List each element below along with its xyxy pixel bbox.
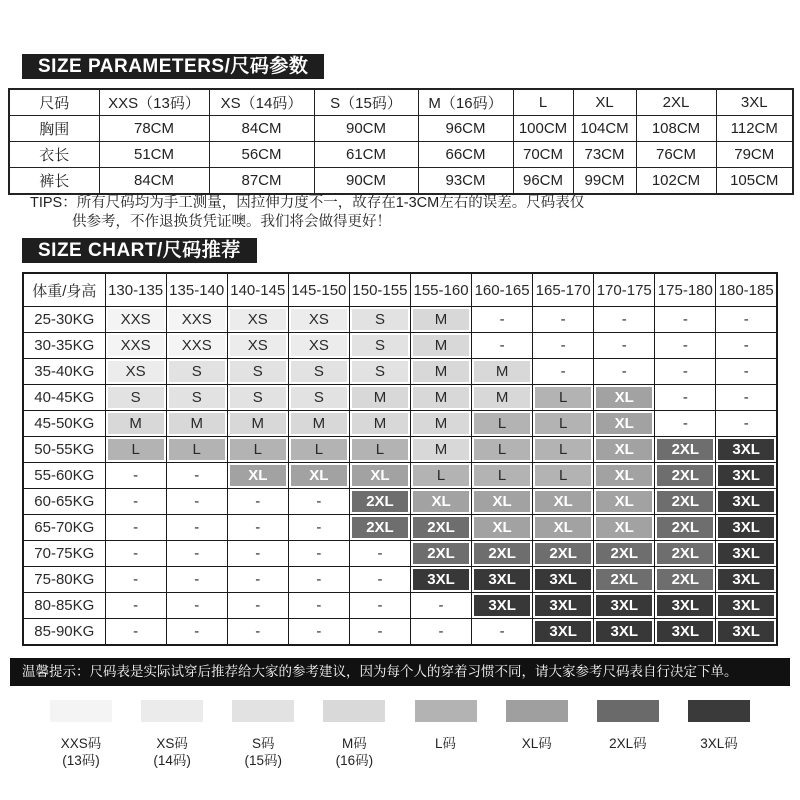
param-column-header: S（15码） — [314, 89, 418, 116]
param-value-cell: 102CM — [636, 168, 716, 195]
size-cell: - — [655, 307, 716, 333]
legend — [40, 700, 760, 769]
warm-notice-text: 温馨提示：尺码表是实际试穿后推荐给大家的参考建议，因为每个人的穿着习惯不同，请大家参考尺码表自行决定下单。 — [22, 664, 738, 679]
size-cell: - — [349, 567, 410, 593]
size-cell: 3XL — [594, 593, 655, 619]
legend-item — [587, 700, 669, 769]
size-cell: XL — [594, 463, 655, 489]
param-row — [9, 116, 793, 142]
size-cell: 2XL — [655, 463, 716, 489]
size-cell: XS — [288, 307, 349, 333]
param-row — [9, 168, 793, 195]
size-cell: M — [410, 411, 471, 437]
legend-sublabel-text: (16码) — [335, 753, 374, 768]
legend-swatch — [506, 700, 568, 722]
size-cell: M — [349, 411, 410, 437]
legend-item — [131, 700, 213, 769]
size-cell: M — [105, 411, 166, 437]
param-value-cell: 93CM — [418, 168, 513, 195]
legend-swatch — [323, 700, 385, 722]
size-cell: 3XL — [655, 593, 716, 619]
weight-row-label: 35-40KG — [23, 359, 105, 385]
size-cell: L — [349, 437, 410, 463]
legend-item — [313, 700, 395, 769]
size-cell: M — [472, 359, 533, 385]
size-cell: - — [288, 515, 349, 541]
legend-label — [587, 735, 669, 752]
legend-label — [313, 735, 395, 769]
weight-row-label: 40-45KG — [23, 385, 105, 411]
size-cell: - — [105, 541, 166, 567]
size-cell: XL — [533, 515, 594, 541]
param-value-cell: 84CM — [99, 168, 209, 195]
size-chart-row — [23, 359, 777, 385]
legend-label-text: XS码 — [156, 736, 188, 751]
size-cell: M — [410, 307, 471, 333]
size-cell: M — [410, 437, 471, 463]
size-cell: 2XL — [655, 541, 716, 567]
size-chart-row — [23, 307, 777, 333]
size-cell: - — [716, 307, 777, 333]
weight-row-label: 30-35KG — [23, 333, 105, 359]
size-cell: XXS — [166, 307, 227, 333]
legend-swatch — [597, 700, 659, 722]
size-cell: 2XL — [349, 515, 410, 541]
size-cell: - — [227, 541, 288, 567]
size-cell: XL — [594, 437, 655, 463]
size-cell: S — [166, 359, 227, 385]
size-chart-body — [23, 307, 777, 646]
param-value-cell: 84CM — [209, 116, 314, 142]
param-row-label: 衣长 — [9, 142, 99, 168]
param-value-cell: 66CM — [418, 142, 513, 168]
size-cell: M — [410, 333, 471, 359]
size-cell: - — [288, 593, 349, 619]
size-cell: - — [472, 307, 533, 333]
size-chart-row — [23, 385, 777, 411]
size-cell: 2XL — [410, 541, 471, 567]
param-column-header: XS（14码） — [209, 89, 314, 116]
legend-swatch — [688, 700, 750, 722]
param-value-cell: 104CM — [573, 116, 636, 142]
size-cell: - — [105, 489, 166, 515]
size-cell: M — [349, 385, 410, 411]
size-chart-row — [23, 463, 777, 489]
param-column-header: 3XL — [716, 89, 793, 116]
size-chart-row — [23, 333, 777, 359]
size-cell: XS — [288, 333, 349, 359]
size-cell: - — [349, 593, 410, 619]
size-cell: 3XL — [716, 567, 777, 593]
size-cell: S — [105, 385, 166, 411]
size-cell: - — [655, 411, 716, 437]
legend-label-text: 3XL码 — [700, 736, 738, 751]
size-cell: 3XL — [716, 515, 777, 541]
size-cell: - — [410, 593, 471, 619]
size-cell: - — [227, 619, 288, 646]
param-table-header — [9, 89, 793, 116]
size-cell: - — [166, 463, 227, 489]
size-cell: - — [533, 359, 594, 385]
size-cell: M — [472, 385, 533, 411]
legend-label — [40, 735, 122, 769]
size-cell: - — [716, 359, 777, 385]
size-cell: - — [288, 619, 349, 646]
weight-row-label: 55-60KG — [23, 463, 105, 489]
size-cell: 3XL — [533, 567, 594, 593]
legend-item — [496, 700, 578, 769]
size-chart-column-header: 135-140 — [166, 273, 227, 307]
size-cell: - — [349, 619, 410, 646]
legend-item — [222, 700, 304, 769]
size-chart-row — [23, 593, 777, 619]
size-cell: - — [716, 333, 777, 359]
size-cell: - — [716, 385, 777, 411]
size-cell: - — [105, 515, 166, 541]
size-chart-row — [23, 437, 777, 463]
size-cell: 3XL — [533, 593, 594, 619]
param-value-cell: 96CM — [418, 116, 513, 142]
size-cell: M — [410, 385, 471, 411]
legend-label — [131, 735, 213, 769]
legend-label-text: 2XL码 — [609, 736, 647, 751]
param-column-header: 尺码 — [9, 89, 99, 116]
legend-item — [678, 700, 760, 769]
size-chart-column-header: 175-180 — [655, 273, 716, 307]
weight-row-label: 75-80KG — [23, 567, 105, 593]
size-cell: - — [105, 593, 166, 619]
legend-label — [222, 735, 304, 769]
size-chart-column-header: 150-155 — [349, 273, 410, 307]
size-chart-column-header: 160-165 — [472, 273, 533, 307]
legend-sublabel-text: (14码) — [153, 753, 191, 768]
size-cell: - — [227, 515, 288, 541]
param-value-cell: 79CM — [716, 142, 793, 168]
weight-row-label: 65-70KG — [23, 515, 105, 541]
size-chart-row — [23, 515, 777, 541]
size-chart-title: SIZE CHART/尺码推荐 — [22, 238, 257, 263]
size-cell: - — [166, 567, 227, 593]
param-table-body — [9, 116, 793, 195]
size-cell: 3XL — [472, 567, 533, 593]
tips-line-2: 供参考，不作退换货凭证噢。我们将会做得更好！ — [72, 214, 391, 230]
weight-row-label: 45-50KG — [23, 411, 105, 437]
size-cell: 3XL — [533, 619, 594, 646]
size-cell: S — [227, 385, 288, 411]
size-cell: XL — [594, 385, 655, 411]
size-cell: S — [288, 359, 349, 385]
param-value-cell: 90CM — [314, 168, 418, 195]
size-cell: 2XL — [655, 567, 716, 593]
size-cell: XXS — [105, 307, 166, 333]
size-cell: 2XL — [594, 541, 655, 567]
size-cell: XL — [288, 463, 349, 489]
param-column-header: 2XL — [636, 89, 716, 116]
size-cell: - — [288, 541, 349, 567]
legend-label-text: M码 — [342, 736, 367, 751]
weight-row-label: 80-85KG — [23, 593, 105, 619]
legend-label-text: XL码 — [521, 736, 552, 751]
size-cell: - — [533, 307, 594, 333]
size-cell: - — [227, 593, 288, 619]
size-cell: M — [227, 411, 288, 437]
size-cell: XXS — [166, 333, 227, 359]
size-cell: - — [166, 489, 227, 515]
size-cell: - — [472, 619, 533, 646]
param-column-header: M（16码） — [418, 89, 513, 116]
size-cell: L — [105, 437, 166, 463]
param-value-cell: 73CM — [573, 142, 636, 168]
legend-swatch — [50, 700, 112, 722]
size-chart-column-header: 140-145 — [227, 273, 288, 307]
size-cell: XS — [227, 307, 288, 333]
size-cell: XXS — [105, 333, 166, 359]
size-parameters-table — [8, 88, 794, 195]
size-cell: - — [105, 463, 166, 489]
size-cell: 2XL — [533, 541, 594, 567]
size-cell: XS — [105, 359, 166, 385]
size-cell: XL — [472, 489, 533, 515]
size-cell: - — [410, 619, 471, 646]
size-cell: L — [533, 385, 594, 411]
param-value-cell: 105CM — [716, 168, 793, 195]
legend-swatch — [141, 700, 203, 722]
param-value-cell: 108CM — [636, 116, 716, 142]
size-cell: L — [533, 411, 594, 437]
size-parameters-title: SIZE PARAMETERS/尺码参数 — [22, 54, 324, 79]
size-cell: XL — [227, 463, 288, 489]
size-cell: - — [655, 333, 716, 359]
size-chart-row — [23, 411, 777, 437]
size-cell: XL — [594, 515, 655, 541]
size-chart-column-header: 155-160 — [410, 273, 471, 307]
size-cell: M — [410, 359, 471, 385]
size-cell: - — [227, 567, 288, 593]
param-row-label: 裤长 — [9, 168, 99, 195]
size-cell: 2XL — [655, 437, 716, 463]
size-cell: 3XL — [716, 593, 777, 619]
size-cell: 3XL — [716, 437, 777, 463]
size-cell: 3XL — [410, 567, 471, 593]
weight-row-label: 85-90KG — [23, 619, 105, 646]
warm-notice-bar — [10, 658, 790, 686]
size-cell: L — [472, 463, 533, 489]
tips-line-1: TIPS：所有尺码均为手工测量，因拉伸力度不一，故存在1-3CM左右的误差。尺码表仅 — [30, 195, 585, 211]
size-cell: L — [472, 411, 533, 437]
param-value-cell: 78CM — [99, 116, 209, 142]
size-cell: - — [594, 333, 655, 359]
size-chart-column-header: 130-135 — [105, 273, 166, 307]
tips-text — [30, 194, 770, 232]
size-cell: L — [533, 463, 594, 489]
legend-sublabel-text: (13码) — [62, 753, 100, 768]
size-cell: 3XL — [716, 489, 777, 515]
legend-label-text: L码 — [435, 736, 457, 751]
size-cell: S — [166, 385, 227, 411]
size-cell: - — [655, 359, 716, 385]
size-chart-column-header: 180-185 — [716, 273, 777, 307]
size-cell: M — [288, 411, 349, 437]
size-cell: - — [227, 489, 288, 515]
param-value-cell: 100CM — [513, 116, 573, 142]
param-value-cell: 70CM — [513, 142, 573, 168]
size-cell: 2XL — [472, 541, 533, 567]
param-value-cell: 87CM — [209, 168, 314, 195]
size-cell: 3XL — [716, 541, 777, 567]
size-chart-header-row — [23, 273, 777, 307]
size-recommendation-table — [22, 272, 778, 646]
size-chart-column-header: 145-150 — [288, 273, 349, 307]
size-cell: - — [288, 567, 349, 593]
size-cell: M — [166, 411, 227, 437]
size-cell: - — [288, 489, 349, 515]
legend-label — [405, 735, 487, 752]
size-cell: XL — [410, 489, 471, 515]
size-chart-header — [23, 273, 777, 307]
param-value-cell: 61CM — [314, 142, 418, 168]
legend-label — [678, 735, 760, 752]
size-cell: S — [349, 359, 410, 385]
param-value-cell: 56CM — [209, 142, 314, 168]
weight-row-label: 25-30KG — [23, 307, 105, 333]
param-value-cell: 51CM — [99, 142, 209, 168]
param-column-header: XL — [573, 89, 636, 116]
size-cell: - — [594, 359, 655, 385]
legend-label-text: S码 — [252, 736, 275, 751]
legend-label-text: XXS码 — [60, 736, 102, 751]
legend-sublabel-text: (15码) — [244, 753, 283, 768]
size-cell: 2XL — [410, 515, 471, 541]
param-row — [9, 142, 793, 168]
size-cell: XS — [227, 333, 288, 359]
legend-item — [40, 700, 122, 769]
legend-swatch — [415, 700, 477, 722]
size-cell: S — [349, 333, 410, 359]
size-cell: - — [349, 541, 410, 567]
weight-row-label: 50-55KG — [23, 437, 105, 463]
size-cell: XL — [594, 489, 655, 515]
size-cell: - — [533, 333, 594, 359]
size-cell: S — [227, 359, 288, 385]
size-cell: - — [105, 619, 166, 646]
size-cell: - — [655, 385, 716, 411]
size-cell: - — [716, 411, 777, 437]
size-chart-row — [23, 489, 777, 515]
size-cell: - — [594, 307, 655, 333]
legend-swatch — [232, 700, 294, 722]
size-cell: S — [288, 385, 349, 411]
param-column-header: XXS（13码） — [99, 89, 209, 116]
param-value-cell: 96CM — [513, 168, 573, 195]
legend-label — [496, 735, 578, 752]
size-cell: 2XL — [594, 567, 655, 593]
param-value-cell: 99CM — [573, 168, 636, 195]
size-cell: - — [105, 567, 166, 593]
size-cell: 2XL — [349, 489, 410, 515]
param-value-cell: 76CM — [636, 142, 716, 168]
size-cell: L — [166, 437, 227, 463]
size-chart-row — [23, 541, 777, 567]
param-column-header: L — [513, 89, 573, 116]
size-cell: L — [227, 437, 288, 463]
size-cell: XL — [594, 411, 655, 437]
size-cell: 3XL — [716, 463, 777, 489]
size-cell: 3XL — [716, 619, 777, 646]
size-cell: 2XL — [655, 489, 716, 515]
size-cell: - — [166, 593, 227, 619]
size-cell: L — [288, 437, 349, 463]
size-cell: XL — [472, 515, 533, 541]
size-chart-column-header: 165-170 — [533, 273, 594, 307]
size-cell: 3XL — [655, 619, 716, 646]
param-value-cell: 90CM — [314, 116, 418, 142]
param-value-cell: 112CM — [716, 116, 793, 142]
size-cell: S — [349, 307, 410, 333]
size-cell: XL — [533, 489, 594, 515]
size-cell: XL — [349, 463, 410, 489]
size-chart-column-header: 体重/身高 — [23, 273, 105, 307]
size-cell: - — [166, 619, 227, 646]
size-cell: L — [472, 437, 533, 463]
size-cell: - — [166, 541, 227, 567]
legend-item — [405, 700, 487, 769]
size-chart-row — [23, 619, 777, 646]
size-cell: - — [472, 333, 533, 359]
weight-row-label: 60-65KG — [23, 489, 105, 515]
param-row-label: 胸围 — [9, 116, 99, 142]
size-chart-column-header: 170-175 — [594, 273, 655, 307]
param-header-row — [9, 89, 793, 116]
size-cell: L — [410, 463, 471, 489]
size-chart-row — [23, 567, 777, 593]
size-cell: L — [533, 437, 594, 463]
size-cell: 2XL — [655, 515, 716, 541]
weight-row-label: 70-75KG — [23, 541, 105, 567]
size-cell: 3XL — [472, 593, 533, 619]
size-cell: - — [166, 515, 227, 541]
size-cell: 3XL — [594, 619, 655, 646]
